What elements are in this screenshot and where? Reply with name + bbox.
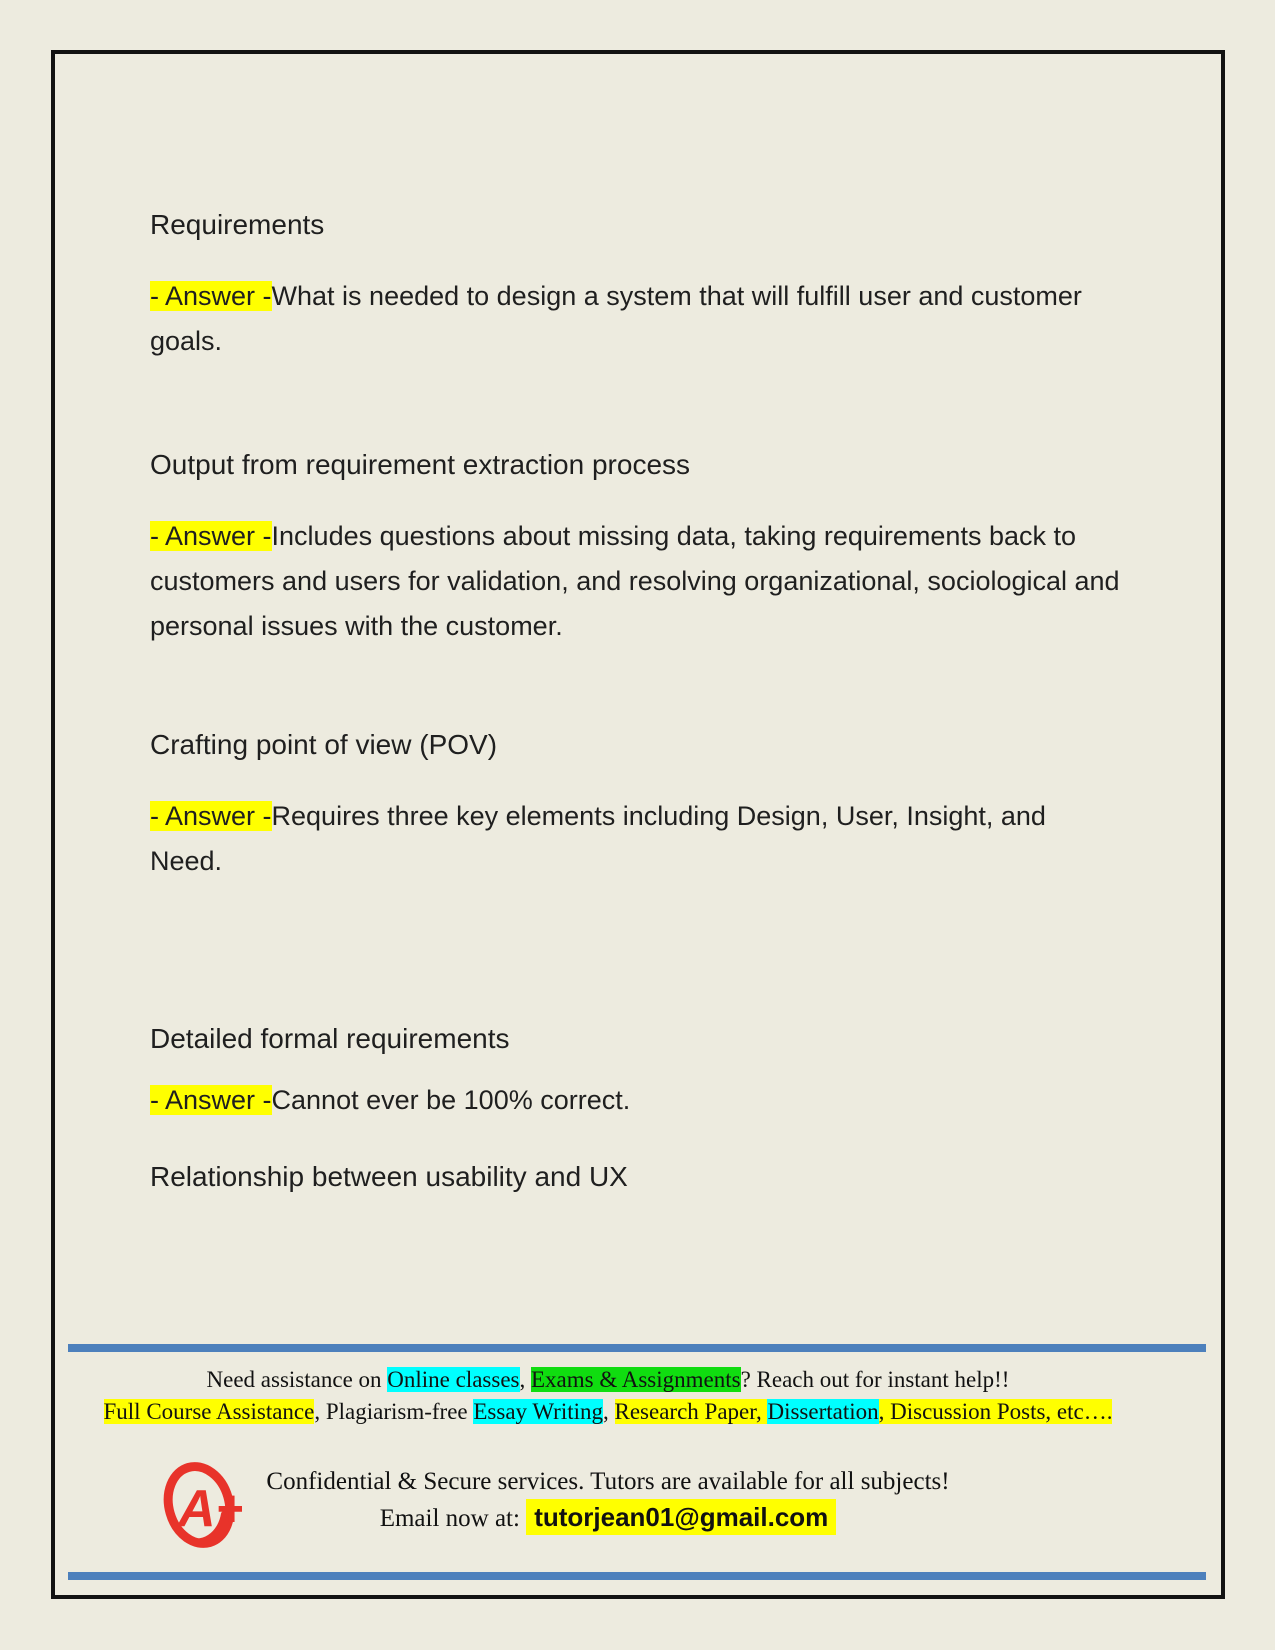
footer-text: ? Reach out for instant help!! <box>740 1367 1010 1392</box>
essay-writing-highlight: Essay Writing <box>473 1399 603 1424</box>
answer-paragraph <box>150 794 1125 884</box>
full-course-highlight: Full Course Assistance <box>103 1399 315 1424</box>
answer-label-highlight: - Answer - <box>150 801 272 831</box>
answer-paragraph <box>150 274 1125 364</box>
question-heading: Crafting point of view (POV) <box>150 729 498 760</box>
answer-paragraph <box>150 514 1125 649</box>
footer-line-1 <box>68 1365 1148 1395</box>
answer-label-highlight: - Answer - <box>150 1085 272 1115</box>
answer-text: Requires three key elements including Design, User, Insight, and Need. <box>150 801 1046 876</box>
divider-bar-top <box>68 1344 1206 1352</box>
footer-text: , <box>603 1399 615 1424</box>
answer-label-highlight: - Answer - <box>150 521 272 551</box>
email-label: Email now at: <box>379 1505 527 1532</box>
footer-line-3: Confidential & Secure services. Tutors are available for all subjects! <box>266 1468 950 1495</box>
email-address: tutorjean01@gmail.com <box>526 1499 836 1535</box>
question-heading: Relationship between usability and UX <box>150 1161 628 1192</box>
logo-text: A+ <box>178 1480 242 1538</box>
footer-line-2 <box>68 1397 1148 1427</box>
question-heading: Output from requirement extraction process <box>150 449 691 480</box>
answer-paragraph <box>150 1078 1125 1123</box>
question-heading: Detailed formal requirements <box>150 1023 510 1054</box>
answer-text: Cannot ever be 100% correct. <box>271 1085 631 1115</box>
divider-bar-bottom <box>68 1572 1206 1580</box>
footer-text: , <box>519 1367 531 1392</box>
exams-assignments-highlight: Exams & Assignments <box>531 1367 741 1392</box>
footer-text: , Plagiarism-free <box>314 1399 474 1424</box>
answer-text: Includes questions about missing data, taking requirements back to customers and users for validation, and resolving organizational, sociological and personal issues with the customer. <box>150 521 1120 641</box>
question-heading: Requirements <box>150 209 325 240</box>
dissertation-highlight: Dissertation <box>767 1399 879 1424</box>
discussion-posts-highlight: , Discussion Posts, etc…. <box>878 1399 1113 1424</box>
footer-email-line <box>68 1502 1148 1534</box>
online-classes-highlight: Online classes <box>387 1367 520 1392</box>
answer-label-highlight: - Answer - <box>150 281 272 311</box>
answer-text: What is needed to design a system that will fulfill user and customer goals. <box>150 281 1082 356</box>
research-paper-highlight: Research Paper, <box>614 1399 768 1424</box>
footer-text: Need assistance on <box>206 1367 388 1392</box>
